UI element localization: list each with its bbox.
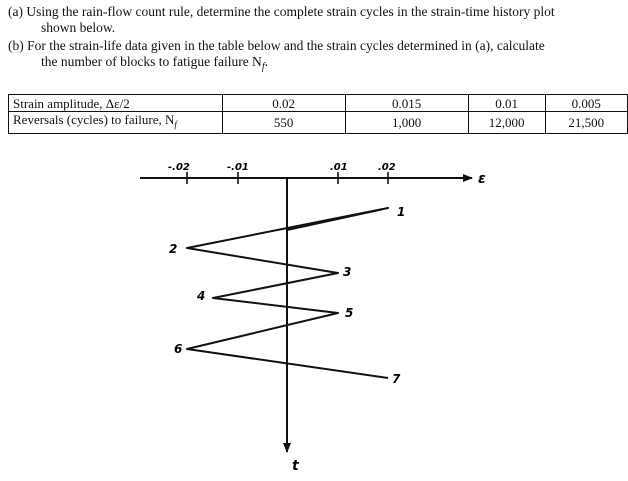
table-cell: 12,000 [468, 112, 545, 134]
point-label: 7 [392, 372, 401, 386]
point-label: 3 [343, 265, 352, 279]
table-cell: 21,500 [545, 112, 627, 134]
table-cell: 0.01 [468, 95, 545, 112]
table-cell: 1,000 [345, 112, 468, 134]
part-b-line-2: the number of blocks to fatigue failure $N_f$. [41, 54, 268, 73]
time-axis-label: t [292, 458, 299, 474]
part-b-line-2-text: the number of blocks to fatigue failure N [41, 54, 262, 69]
strain-axis-label: ε [478, 171, 486, 187]
table-cell: 0.015 [345, 95, 468, 112]
part-a-line-1: (a) Using the rain-flow count rule, determine the complete strain cycles in the strain-time history plot [8, 4, 555, 19]
point-label: 4 [197, 289, 206, 303]
table-cell: 0.02 [222, 95, 345, 112]
point-label: 2 [169, 242, 178, 256]
table-cell: 550 [222, 112, 345, 134]
x-tick-label: .01 [330, 162, 348, 173]
point-label: 5 [345, 306, 354, 320]
point-label: 6 [174, 342, 183, 356]
point-label: 1 [397, 205, 406, 219]
x-tick-label: -.02 [168, 162, 190, 173]
x-tick-label: -.01 [227, 162, 249, 173]
table-cell: 0.005 [545, 95, 627, 112]
part-b-line-1: (b) For the strain-life data given in the table below and the strain cycles determined in (a), calculate [8, 38, 545, 53]
nf-subscript: f [174, 119, 177, 130]
nf-subscript: f [261, 61, 265, 73]
part-a-line-2: shown below. [41, 20, 116, 35]
x-tick-label: .02 [378, 162, 396, 173]
reversals-label-text: Reversals (cycles) to failure, N [13, 112, 175, 127]
strain-amplitude-label: Strain amplitude, Δε/2 [9, 95, 223, 112]
